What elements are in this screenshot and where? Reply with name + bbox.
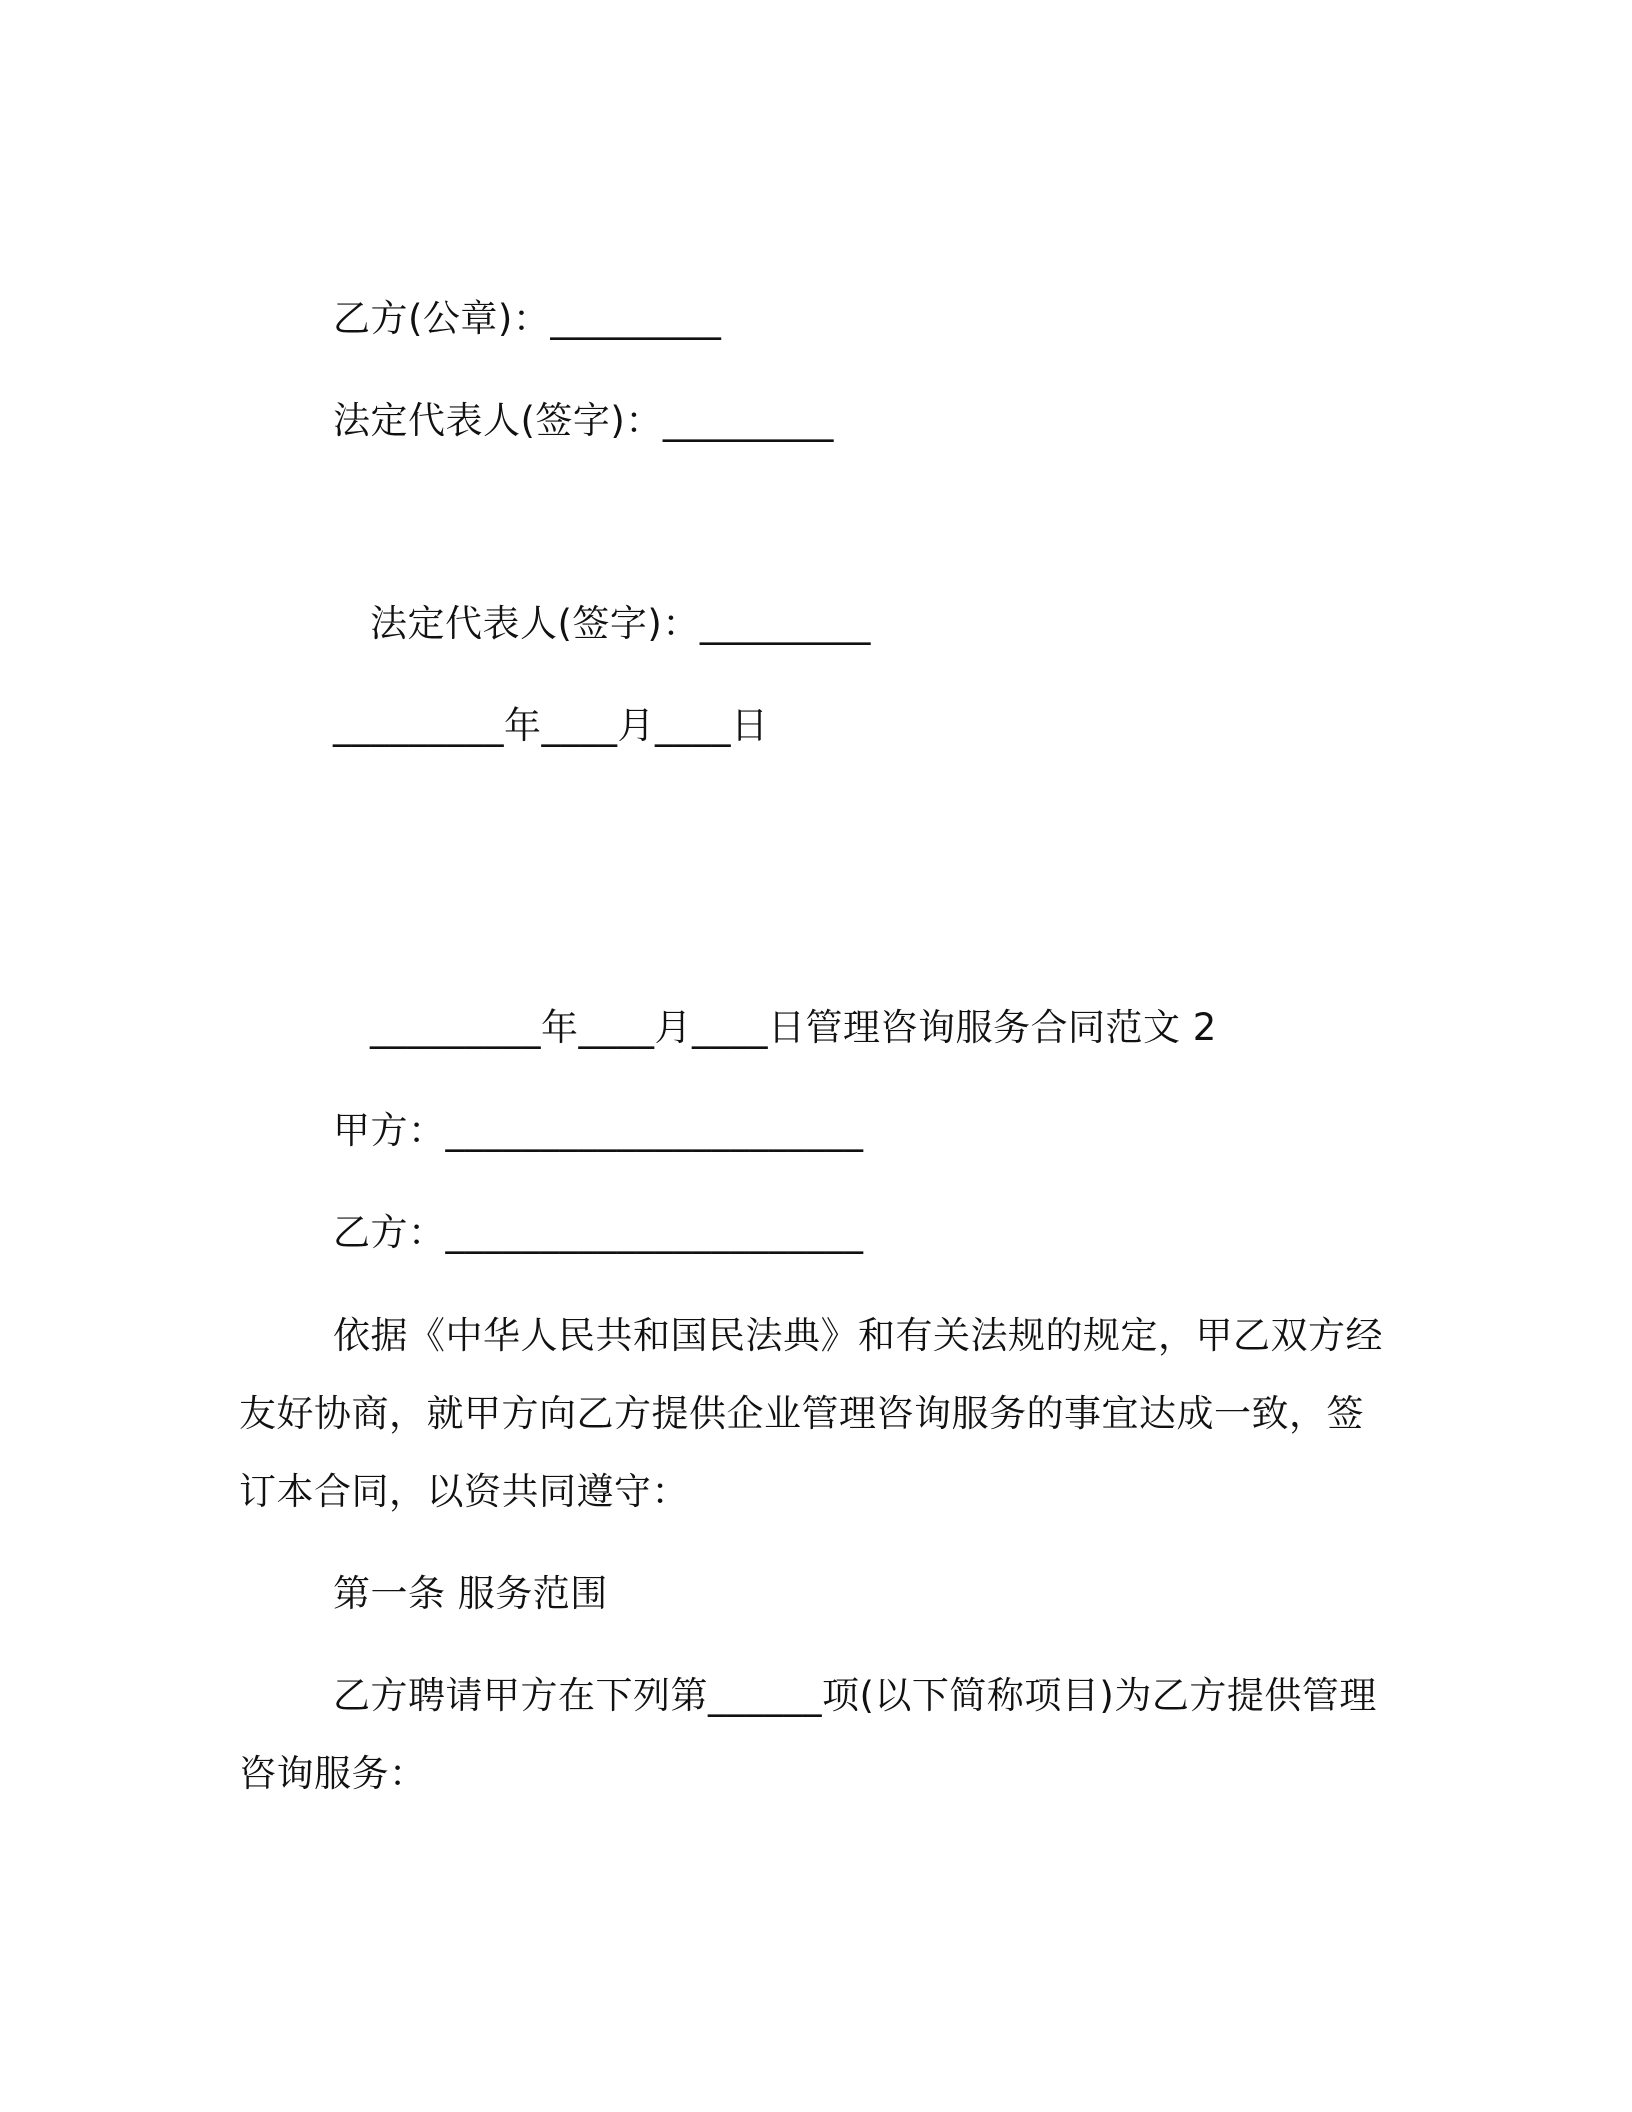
- preamble-line-3: 订本合同，以资共同遵守：: [239, 1470, 689, 1513]
- party-b-seal-line: 乙方(公章)：_________: [333, 297, 722, 340]
- article-1-heading: 第一条 服务范围: [333, 1572, 608, 1615]
- date-line: _________年____月____日: [333, 704, 769, 747]
- preamble-line-2: 友好协商，就甲方向乙方提供企业管理咨询服务的事宜达成一致，签: [239, 1392, 1364, 1435]
- party-b-line: 乙方：______________________: [333, 1211, 864, 1254]
- legal-rep-signature-line-2: 法定代表人(签字)：_________: [370, 602, 871, 645]
- contract-title: _________年____月____日管理咨询服务合同范文 2: [370, 1006, 1217, 1049]
- article-1-text-line-2: 咨询服务：: [239, 1752, 427, 1795]
- party-a-line: 甲方：______________________: [333, 1109, 864, 1152]
- preamble-line-1: 依据《中华人民共和国民法典》和有关法规的规定，甲乙双方经: [333, 1314, 1383, 1357]
- legal-rep-signature-line: 法定代表人(签字)：_________: [333, 399, 834, 442]
- article-1-text-line-1: 乙方聘请甲方在下列第______项(以下简称项目)为乙方提供管理: [333, 1674, 1377, 1717]
